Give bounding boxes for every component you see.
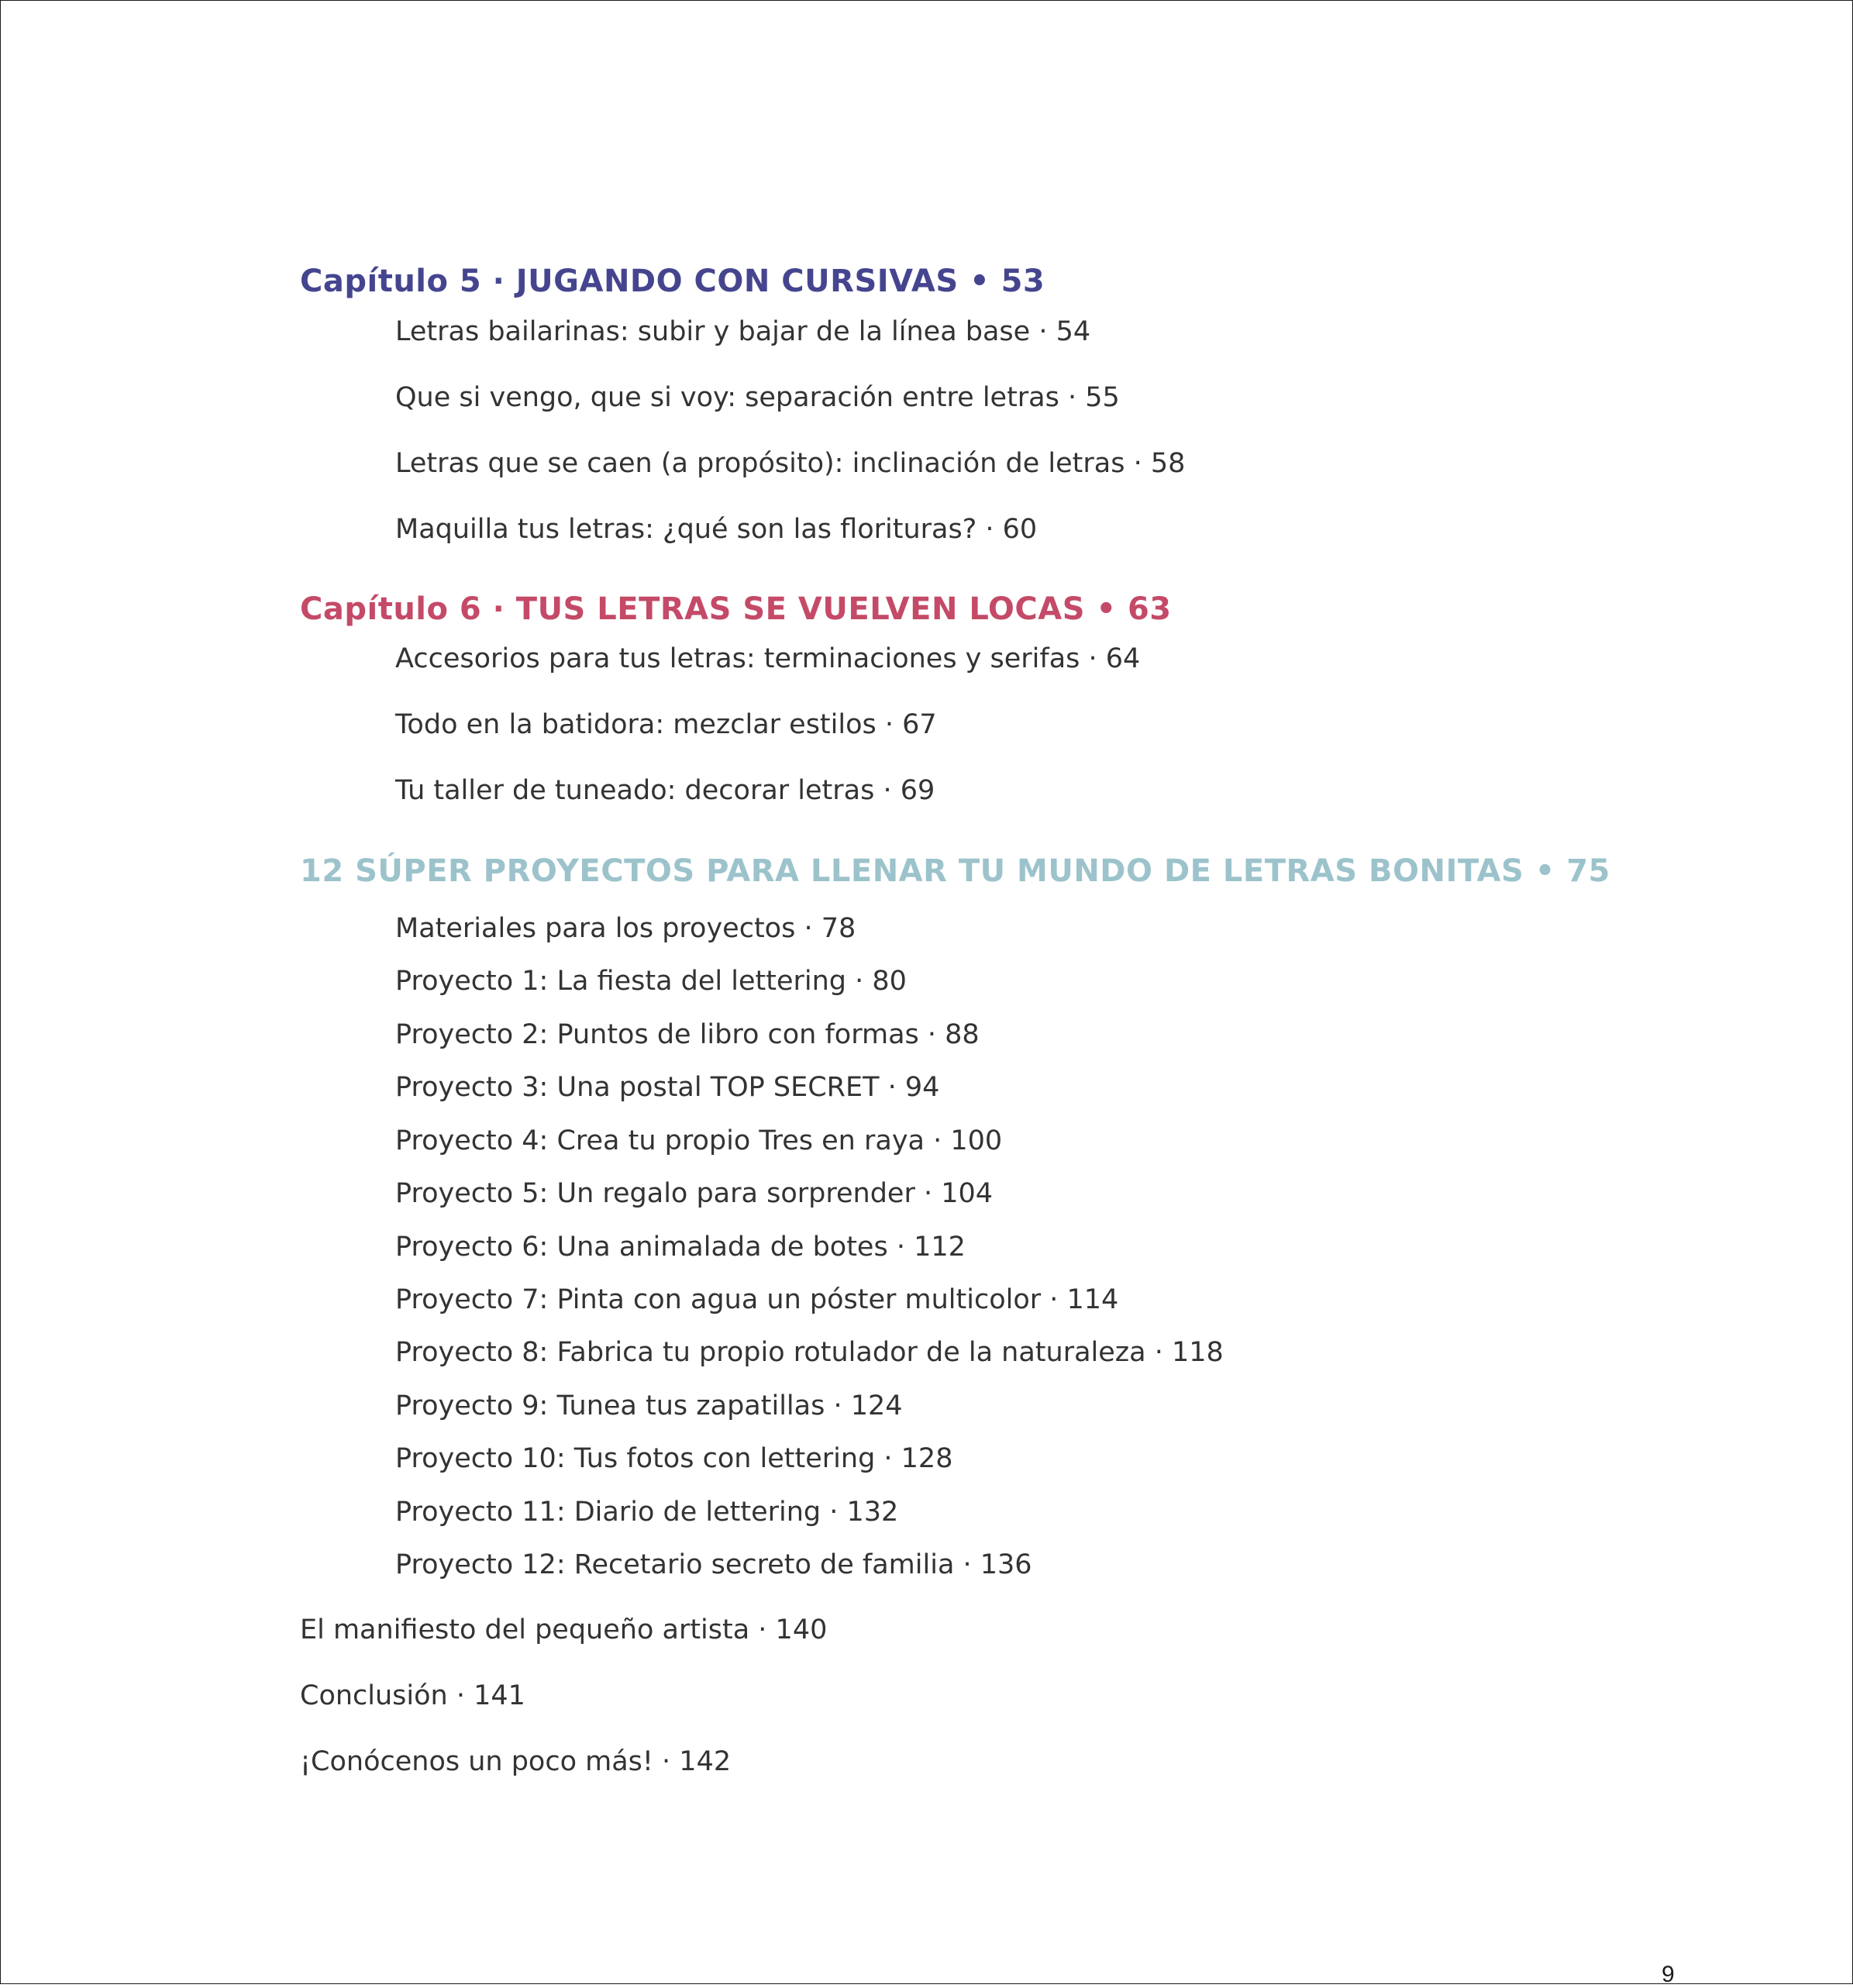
- toc-entry: El manifiesto del pequeño artista · 140: [300, 1614, 828, 1645]
- toc-entry: Proyecto 11: Diario de lettering · 132: [395, 1497, 899, 1528]
- toc-entry: Proyecto 6: Una animalada de botes · 112: [395, 1232, 966, 1263]
- chapter-5-heading: Capítulo 5 · JUGANDO CON CURSIVAS • 53: [300, 264, 1045, 299]
- toc-entry: ¡Conócenos un poco más! · 142: [300, 1746, 732, 1777]
- toc-entry: Maquilla tus letras: ¿qué son las florituras? · 60: [395, 514, 1038, 545]
- toc-entry: Proyecto 3: Una postal TOP SECRET · 94: [395, 1072, 940, 1103]
- toc-entry: Proyecto 9: Tunea tus zapatillas · 124: [395, 1390, 903, 1421]
- chapter-6-heading: Capítulo 6 · TUS LETRAS SE VUELVEN LOCAS • 63: [300, 591, 1172, 627]
- toc-entry: Letras que se caen (a propósito): inclinación de letras · 58: [395, 448, 1186, 479]
- toc-entry: Proyecto 7: Pinta con agua un póster multicolor · 114: [395, 1284, 1119, 1315]
- toc-entry: Proyecto 1: La fiesta del lettering · 80: [395, 966, 907, 997]
- toc-entry: Letras bailarinas: subir y bajar de la línea base · 54: [395, 316, 1091, 347]
- toc-entry: Proyecto 12: Recetario secreto de familia · 136: [395, 1549, 1032, 1580]
- toc-entry: Materiales para los proyectos · 78: [395, 913, 856, 944]
- toc-entry: Todo en la batidora: mezclar estilos · 67: [395, 709, 937, 740]
- toc-entry: Proyecto 4: Crea tu propio Tres en raya · 100: [395, 1125, 1003, 1156]
- toc-entry: Proyecto 2: Puntos de libro con formas · 88: [395, 1019, 980, 1050]
- toc-entry: Proyecto 10: Tus fotos con lettering · 128: [395, 1443, 953, 1474]
- toc-entry: Que si vengo, que si voy: separación entre letras · 55: [395, 382, 1120, 413]
- toc-entry: Conclusión · 141: [300, 1680, 525, 1711]
- toc-entry: Tu taller de tuneado: decorar letras · 69: [395, 775, 935, 806]
- page-number: 9: [1662, 1962, 1675, 1987]
- toc-entry: Proyecto 5: Un regalo para sorprender · 104: [395, 1178, 994, 1209]
- projects-heading: 12 SÚPER PROYECTOS PARA LLENAR TU MUNDO DE LETRAS BONITAS • 75: [300, 853, 1610, 889]
- toc-entry: Accesorios para tus letras: terminaciones y serifas · 64: [395, 643, 1141, 674]
- toc-entry: Proyecto 8: Fabrica tu propio rotulador de la naturaleza · 118: [395, 1337, 1224, 1368]
